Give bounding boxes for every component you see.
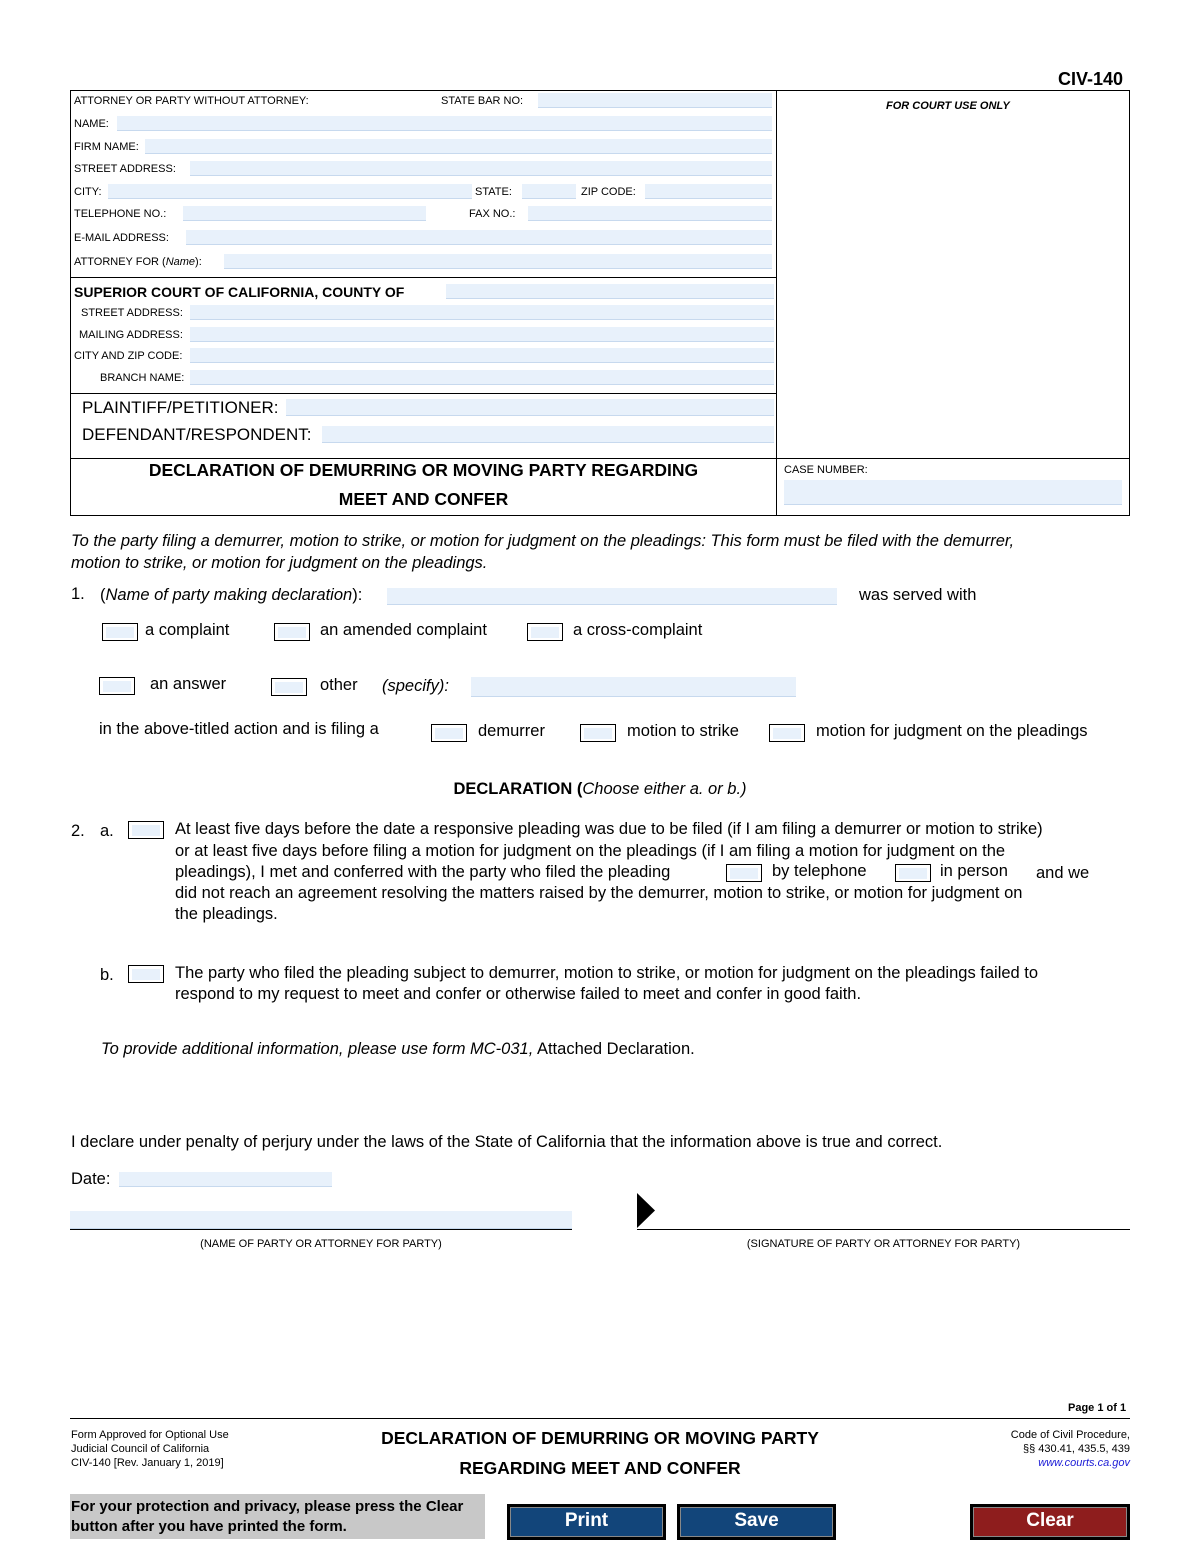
amended-complaint-label: an amended complaint: [320, 621, 487, 639]
case-number-label: CASE NUMBER:: [784, 464, 868, 476]
footer-rule: [70, 1418, 1130, 1419]
attorney-for-label: ATTORNEY FOR (Name):: [74, 256, 202, 268]
state-bar-label: STATE BAR NO:: [441, 95, 524, 107]
defendant-label: DEFENDANT/RESPONDENT:: [82, 425, 312, 444]
email-label: E-MAIL ADDRESS:: [74, 232, 169, 244]
court-city-zip-label: CITY AND ZIP CODE:: [74, 350, 183, 362]
privacy-line1: For your protection and privacy, please press the Clear: [71, 1498, 464, 1515]
county-input[interactable]: [446, 284, 774, 299]
firm-label: FIRM NAME:: [74, 141, 139, 153]
item2a-line4: did not reach an agreement resolving the matters raised by the demurrer, motion to strike, or motion for judgment on: [175, 884, 1023, 902]
perjury-statement: I declare under penalty of perjury under the laws of the State of California that the information above is true and correct.: [71, 1133, 943, 1151]
by-telephone-checkbox[interactable]: [726, 864, 762, 882]
form-title-line1: DECLARATION OF DEMURRING OR MOVING PARTY REGARDING: [148, 460, 699, 480]
motion-judgment-checkbox[interactable]: [769, 724, 805, 742]
attorney-for-input[interactable]: [224, 254, 772, 269]
court-divider: [70, 277, 777, 278]
form-title-line2: MEET AND CONFER: [338, 489, 509, 509]
demurrer-checkbox[interactable]: [431, 724, 467, 742]
street-label: STREET ADDRESS:: [74, 163, 176, 175]
item2a-label: a.: [100, 822, 114, 840]
city-input[interactable]: [108, 184, 472, 199]
other-specify-input[interactable]: [471, 677, 796, 697]
cross-complaint-label: a cross-complaint: [573, 621, 703, 639]
telephone-input[interactable]: [183, 206, 426, 221]
item2-number: 2.: [71, 822, 85, 840]
specify-label: (specify):: [382, 677, 449, 695]
print-button[interactable]: Print: [507, 1504, 666, 1540]
footer-title-line1: DECLARATION OF DEMURRING OR MOVING PARTY: [381, 1428, 819, 1448]
name-label: NAME:: [74, 118, 109, 130]
item2a-line1: At least five days before the date a responsive pleading was due to be filed (if I am filing a demurrer or motion to strike): [175, 820, 1043, 838]
name-caption: (NAME OF PARTY OR ATTORNEY FOR PARTY): [200, 1238, 442, 1250]
plaintiff-input[interactable]: [286, 399, 774, 416]
city-label: CITY:: [74, 186, 102, 198]
demurrer-label: demurrer: [478, 722, 545, 740]
in-person-label: in person: [940, 862, 1008, 880]
item2a-line3: pleadings), I met and conferred with the party who filed the pleading: [175, 863, 671, 881]
complaint-checkbox[interactable]: [102, 623, 138, 641]
court-branch-input[interactable]: [190, 370, 774, 385]
footer-left-line1: Form Approved for Optional Use: [71, 1429, 229, 1441]
answer-label: an answer: [150, 675, 227, 693]
court-use-label: FOR COURT USE ONLY: [886, 100, 1010, 112]
court-city-zip-input[interactable]: [190, 348, 774, 363]
motion-judgment-label: motion for judgment on the pleadings: [816, 722, 1088, 740]
item2b-label: b.: [100, 966, 114, 984]
zip-label: ZIP CODE:: [581, 186, 636, 198]
case-number-input[interactable]: [784, 480, 1122, 505]
signature-arrow-icon: [637, 1193, 656, 1228]
signature-line: [637, 1229, 1130, 1230]
court-mailing-label: MAILING ADDRESS:: [79, 329, 183, 341]
complaint-label: a complaint: [145, 621, 230, 639]
and-we-text: and we: [1036, 864, 1090, 882]
declarant-name-input[interactable]: [387, 588, 837, 605]
street-input[interactable]: [190, 161, 772, 176]
fax-label: FAX NO.:: [469, 208, 516, 220]
footer-right-line1: Code of Civil Procedure,: [1010, 1429, 1130, 1441]
date-label: Date:: [71, 1170, 111, 1188]
item2a-line2: or at least five days before filing a motion for judgment on the pleadings (if I am filing a motion for judgment on the: [175, 842, 1006, 860]
save-button[interactable]: Save: [677, 1504, 836, 1540]
parties-divider: [70, 393, 777, 394]
cross-complaint-checkbox[interactable]: [527, 623, 563, 641]
zip-input[interactable]: [645, 184, 772, 199]
date-input[interactable]: [119, 1172, 332, 1187]
courts-website-link[interactable]: www.courts.ca.gov: [1038, 1457, 1130, 1469]
item2a-checkbox[interactable]: [128, 821, 164, 839]
privacy-notice: [70, 1494, 485, 1539]
served-with-text: was served with: [859, 586, 977, 604]
footer-title-line2: REGARDING MEET AND CONFER: [459, 1458, 741, 1478]
privacy-line2: button after you have printed the form.: [71, 1518, 347, 1535]
footer-right-line2: §§ 430.41, 435.5, 439: [1022, 1443, 1130, 1455]
additional-info-text: To provide additional information, please use form MC-031, Attached Declaration.: [101, 1040, 695, 1058]
form-id: CIV-140: [1058, 69, 1124, 89]
state-bar-input[interactable]: [538, 93, 772, 108]
signature-caption: (SIGNATURE OF PARTY OR ATTORNEY FOR PARTY): [746, 1238, 1021, 1250]
telephone-label: TELEPHONE NO.:: [74, 208, 167, 220]
instructions-line2: motion to strike, or motion for judgment on the pleadings.: [71, 554, 488, 572]
item1-number: 1.: [71, 585, 85, 603]
other-checkbox[interactable]: [271, 678, 307, 696]
footer-left-line2: Judicial Council of California: [71, 1443, 210, 1455]
amended-complaint-checkbox[interactable]: [274, 623, 310, 641]
defendant-input[interactable]: [322, 426, 774, 443]
declaration-heading: DECLARATION (Choose either a. or b.): [453, 780, 747, 798]
title-divider: [70, 458, 1130, 459]
item2a-line5: the pleadings.: [175, 905, 278, 923]
instructions-line1: To the party filing a demurrer, motion to strike, or motion for judgment on the pleadings: This form must be filed with the demurrer,: [71, 532, 1015, 550]
in-person-checkbox[interactable]: [895, 864, 931, 882]
printed-name-input[interactable]: [70, 1211, 572, 1229]
by-telephone-label: by telephone: [772, 862, 867, 880]
answer-checkbox[interactable]: [99, 677, 135, 695]
email-input[interactable]: [186, 230, 772, 245]
attorney-label: ATTORNEY OR PARTY WITHOUT ATTORNEY:: [74, 95, 309, 107]
name-input[interactable]: [117, 116, 772, 131]
filing-text: in the above-titled action and is filing a: [99, 720, 379, 738]
item1-label: (Name of party making declaration):: [100, 586, 363, 604]
item2b-line1: The party who filed the pleading subject to demurrer, motion to strike, or motion for judgment on the pleadings failed to: [175, 964, 1039, 982]
court-branch-label: BRANCH NAME:: [100, 372, 185, 384]
court-mailing-input[interactable]: [190, 327, 774, 342]
footer-left-line3: CIV-140 [Rev. January 1, 2019]: [71, 1457, 224, 1469]
other-label: other: [320, 676, 358, 694]
court-title: SUPERIOR COURT OF CALIFORNIA, COUNTY OF: [74, 284, 405, 300]
motion-strike-checkbox[interactable]: [580, 724, 616, 742]
item2b-line2: respond to my request to meet and confer or otherwise failed to meet and confer in good faith.: [175, 985, 862, 1003]
state-input[interactable]: [522, 184, 576, 199]
plaintiff-label: PLAINTIFF/PETITIONER:: [82, 398, 279, 417]
court-street-label: STREET ADDRESS:: [81, 307, 183, 319]
state-label: STATE:: [475, 186, 512, 198]
motion-strike-label: motion to strike: [627, 722, 739, 740]
fax-input[interactable]: [528, 206, 772, 221]
name-line: [70, 1229, 572, 1230]
firm-input[interactable]: [145, 139, 772, 154]
clear-button[interactable]: Clear: [970, 1504, 1130, 1540]
item2b-checkbox[interactable]: [128, 965, 164, 983]
court-street-input[interactable]: [190, 305, 774, 320]
header-divider: [776, 90, 777, 516]
page-number: Page 1 of 1: [1068, 1402, 1127, 1414]
